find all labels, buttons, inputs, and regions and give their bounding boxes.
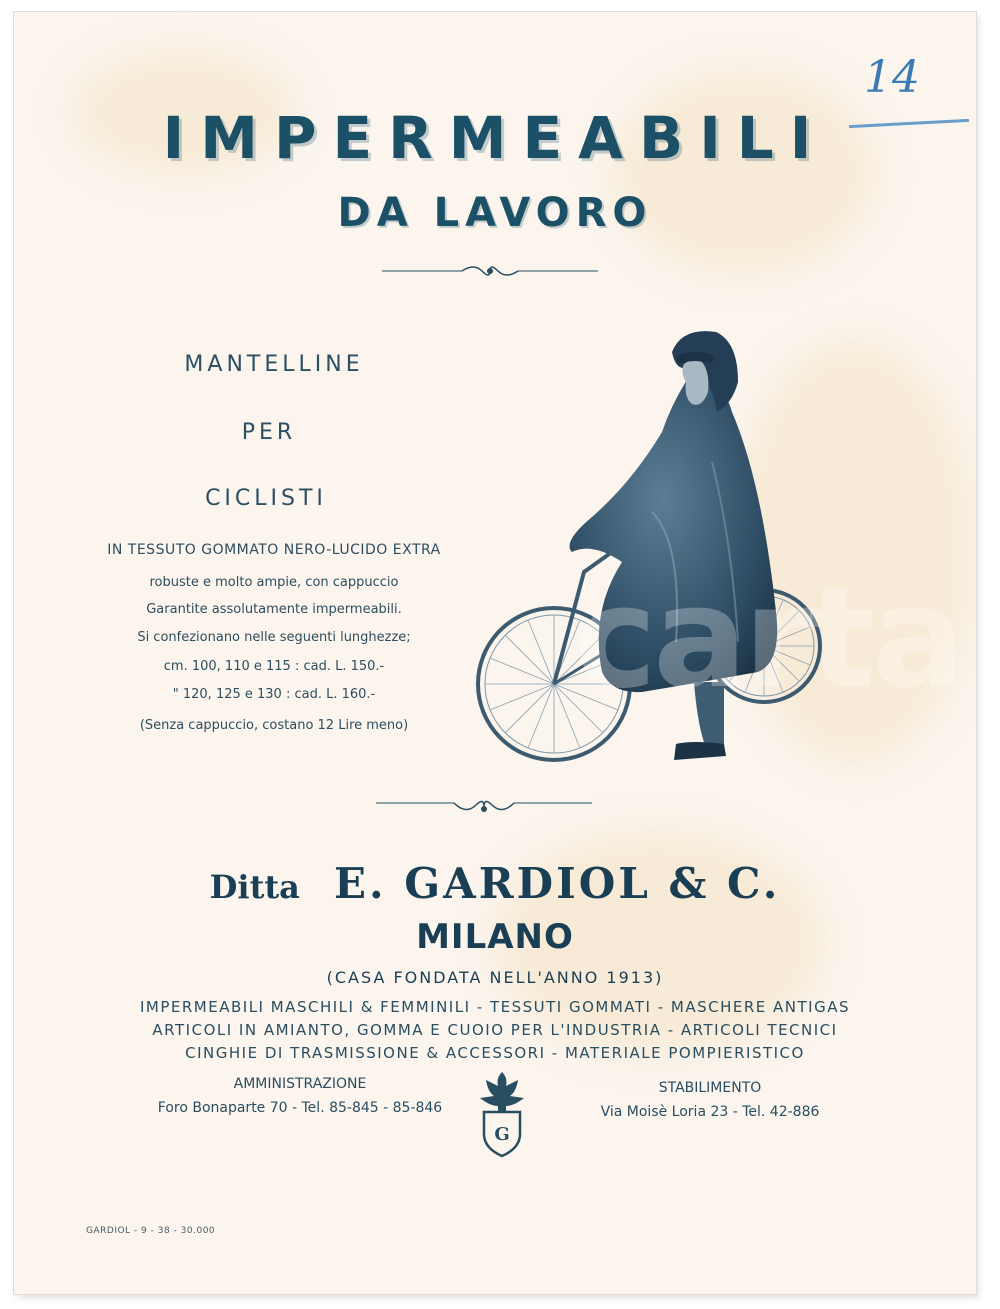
description-line-3: Garantite assolutamente impermeabili. (146, 602, 402, 617)
product-line-1: MANTELLINE (184, 352, 364, 377)
plant-label: STABILIMENTO (658, 1080, 762, 1096)
company-name: E. GARDIOL & C. (334, 859, 781, 908)
price-line-1: cm. 100, 110 e 115 : cad. L. 150.- (163, 659, 385, 674)
products-line-1: IMPERMEABILI MASCHILI & FEMMINILI - TESSUTI GOMMATI - MASCHERE ANTIGAS (139, 998, 851, 1016)
company-prefix: Ditta (209, 868, 300, 906)
price-line-2: " 120, 125 e 130 : cad. L. 160.- (172, 687, 376, 702)
svg-text:G: G (494, 1124, 510, 1145)
products-line-3: CINGHIE DI TRASMISSIONE & ACCESSORI - MATERIALE POMPIERISTICO (185, 1044, 805, 1062)
description-note: (Senza cappuccio, costano 12 Lire meno) (139, 718, 409, 733)
founded-note: (CASA FONDATA NELL'ANNO 1913) (326, 968, 664, 987)
product-line-2: PER (241, 420, 297, 445)
admin-label: AMMINISTRAZIONE (233, 1076, 367, 1092)
company-emblem-logo (472, 1068, 532, 1158)
subtitle: DA LAVORO (337, 190, 653, 236)
description-line-2: robuste e molto ampie, con cappuccio (149, 575, 399, 590)
main-title: IMPERMEABILI (162, 104, 828, 172)
watermark: carta (574, 557, 962, 720)
description-line-1: IN TESSUTO GOMMATO NERO-LUCIDO EXTRA (107, 542, 441, 558)
ornament-divider-middle (376, 795, 592, 817)
plant-address: Via Moisè Loria 23 - Tel. 42-886 (600, 1104, 820, 1120)
handwritten-note: 14 (864, 52, 920, 103)
products-line-2: ARTICOLI IN AMIANTO, GOMMA E CUOIO PER L'INDUSTRIA - ARTICOLI TECNICI (152, 1021, 838, 1039)
product-line-3: CICLISTI (205, 486, 327, 511)
ornament-divider-top (382, 262, 598, 280)
company-name-line (14, 859, 976, 908)
description-line-4: Si confezionano nelle seguenti lunghezze; (137, 630, 411, 645)
print-code: GARDIOL - 9 - 38 - 30.000 (86, 1226, 216, 1236)
company-city: MILANO (416, 917, 574, 957)
document-page (14, 12, 976, 1294)
admin-address: Foro Bonaparte 70 - Tel. 85-845 - 85-846 (157, 1100, 443, 1116)
